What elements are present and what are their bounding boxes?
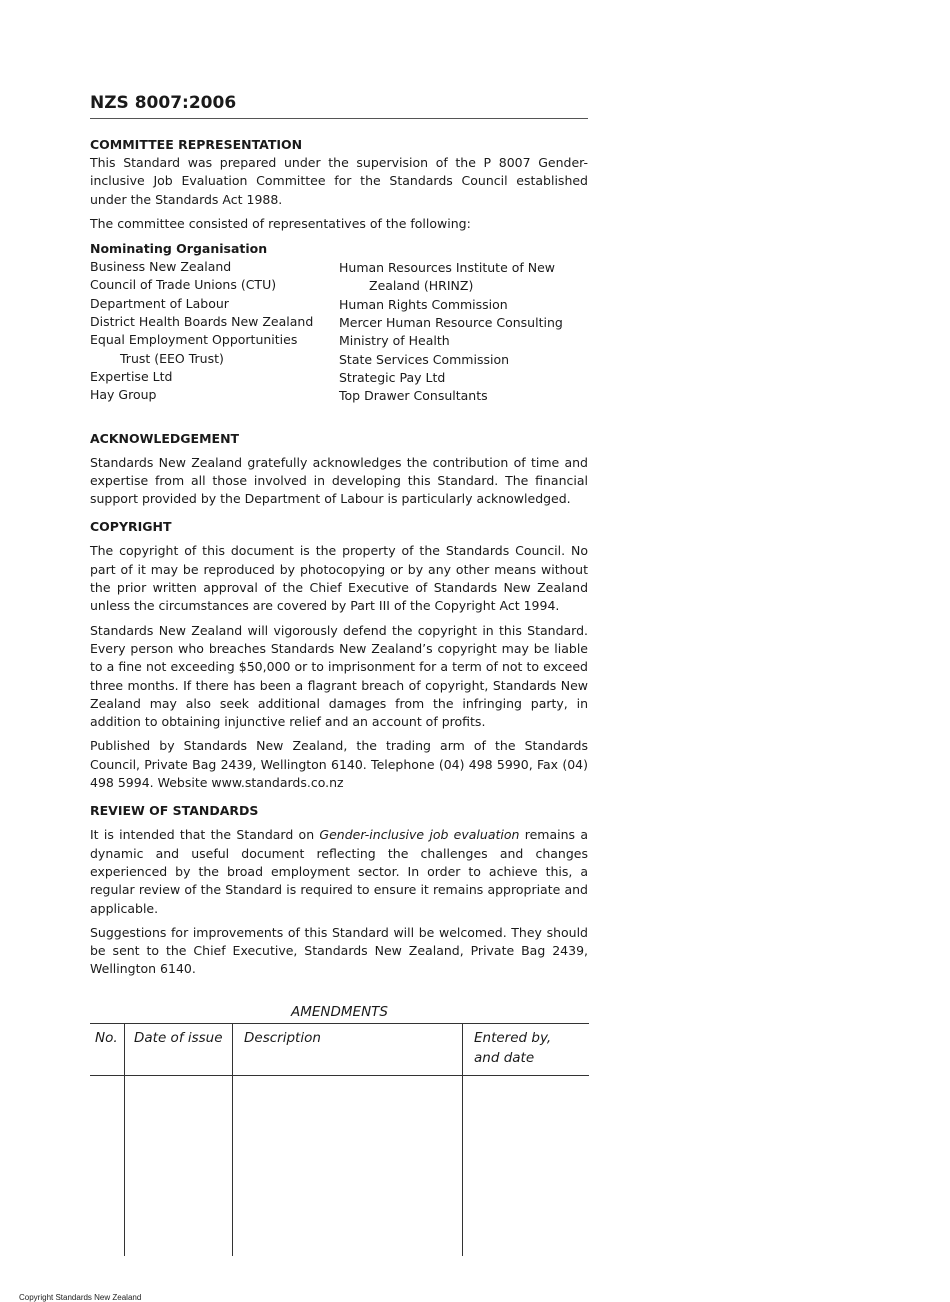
table-column-divider bbox=[232, 1024, 233, 1256]
organisation-name: Council of Trade Unions (CTU) bbox=[90, 277, 277, 293]
organisation-item bbox=[90, 276, 339, 294]
organisation-item bbox=[90, 331, 339, 368]
org-column-right bbox=[339, 258, 588, 405]
column-header-date: Date of issue bbox=[134, 1030, 223, 1046]
copyright-paragraph-2: Standards New Zealand will vigorously defend the copyright in this Standard. Every person who breaches Standards New Zealand’s copyright may be liable to a fine not exceeding $50,000 or to imprisonment for a term of not to exceed three months. If there has been a flagrant breach of copyright, Standards New Zealand may also seek additional damages from the infringing party, in addition to obtaining injunctive relief and an account of profits. bbox=[90, 622, 588, 730]
review-text-after: remains a dynamic and useful document reflecting the challenges and changes experienced by the broad employment sector. In order to achieve this, a regular review of the Standard is required to ensure it remains appropriate and applicable. bbox=[90, 827, 588, 916]
column-header-no: No. bbox=[95, 1030, 118, 1046]
copyright-paragraph-1: The copyright of this document is the property of the Standards Council. No part of it may be reproduced by photocopying or by any other means without the prior written approval of the Chief Executive of Standards New Zealand unless the circumstances are covered by Part III of the Copyright Act 1994. bbox=[90, 543, 588, 614]
organisation-name-continued: Trust (EEO Trust) bbox=[120, 350, 224, 366]
organisation-name: Mercer Human Resource Consulting bbox=[339, 315, 563, 331]
committee-heading: COMMITTEE REPRESENTATION bbox=[90, 137, 303, 152]
organisation-item bbox=[339, 369, 588, 387]
committee-intro: This Standard was prepared under the supervision of the P 8007 Gender-inclusive Job Evaluation Committee for the Standards Council established under the Standards Act 1988. bbox=[90, 155, 588, 207]
table-column-divider bbox=[462, 1024, 463, 1256]
amendments-title: AMENDMENTS bbox=[291, 1004, 388, 1020]
acknowledgement-text: Standards New Zealand gratefully acknowledges the contribution of time and expertise from all those involved in developing this Standard. The financial support provided by the Department of Labour is particularly acknowledged. bbox=[90, 454, 588, 507]
organisation-name: Equal Employment Opportunities bbox=[90, 332, 298, 348]
review-heading: REVIEW OF STANDARDS bbox=[90, 803, 259, 819]
column-header-entered bbox=[474, 1029, 551, 1068]
document-page bbox=[90, 90, 588, 979]
organisation-item bbox=[339, 387, 588, 405]
organisation-name: Hay Group bbox=[90, 387, 157, 403]
organisation-item bbox=[90, 295, 339, 313]
column-header-entered-line-1: Entered by, bbox=[474, 1030, 552, 1046]
organisation-name: Top Drawer Consultants bbox=[339, 388, 488, 404]
acknowledgement-heading: ACKNOWLEDGEMENT bbox=[90, 430, 240, 446]
review-standard-title: Gender-inclusive job evaluation bbox=[319, 827, 520, 843]
footer-copyright: Copyright Standards New Zealand bbox=[19, 1293, 142, 1302]
amendments-table bbox=[90, 1023, 589, 1256]
organisation-item bbox=[90, 386, 339, 404]
organisation-name: Department of Labour bbox=[90, 295, 229, 311]
organisation-name: Human Resources Institute of New bbox=[339, 260, 556, 276]
organisation-item bbox=[90, 258, 339, 276]
organisation-item bbox=[339, 351, 588, 369]
org-column-left bbox=[90, 258, 339, 405]
organisation-item bbox=[90, 313, 339, 331]
organisation-item bbox=[90, 368, 339, 386]
organisation-name: Business New Zealand bbox=[90, 259, 232, 275]
review-paragraph-1 bbox=[90, 826, 588, 917]
column-header-entered-line-2: and date bbox=[474, 1049, 535, 1066]
amendments-block bbox=[90, 1003, 589, 1256]
organisation-name: District Health Boards New Zealand bbox=[90, 314, 314, 330]
acknowledgement-section bbox=[90, 430, 588, 509]
organisation-item bbox=[339, 332, 588, 350]
review-paragraph-2: Suggestions for improvements of this Standard will be welcomed. They should be sent to the Chief Executive, Standards New Zealand, Private Bag 2439, Wellington 6140. bbox=[90, 924, 588, 977]
organisation-item bbox=[339, 296, 588, 314]
organisation-item bbox=[339, 259, 588, 296]
org-heading: Nominating Organisation bbox=[90, 241, 268, 257]
committee-consisted: The committee consisted of representatives of the following: bbox=[90, 215, 471, 231]
document-id: NZS 8007:2006 bbox=[90, 90, 588, 119]
organisation-item bbox=[339, 314, 588, 332]
copyright-heading: COPYRIGHT bbox=[90, 519, 172, 535]
committee-section bbox=[90, 136, 588, 406]
organisation-name-continued: Zealand (HRINZ) bbox=[369, 278, 474, 294]
copyright-section bbox=[90, 518, 588, 792]
organisation-name: Strategic Pay Ltd bbox=[339, 369, 446, 385]
organisation-name: State Services Commission bbox=[339, 351, 510, 367]
table-column-divider bbox=[124, 1024, 125, 1256]
organisation-name: Ministry of Health bbox=[339, 333, 450, 349]
copyright-paragraph-3: Published by Standards New Zealand, the trading arm of the Standards Council, Private Bag 2439, Wellington 6140. Telephone (04) 498 5990, Fax (04) 498 5994. Website www.standards.co.nz bbox=[90, 738, 588, 791]
organisation-name: Human Rights Commission bbox=[339, 296, 508, 312]
table-header-divider bbox=[90, 1075, 589, 1076]
review-text-before: It is intended that the Standard on bbox=[90, 827, 320, 843]
column-header-description: Description bbox=[244, 1030, 321, 1046]
review-section bbox=[90, 802, 588, 978]
organisation-name: Expertise Ltd bbox=[90, 368, 173, 384]
org-list bbox=[90, 258, 588, 405]
